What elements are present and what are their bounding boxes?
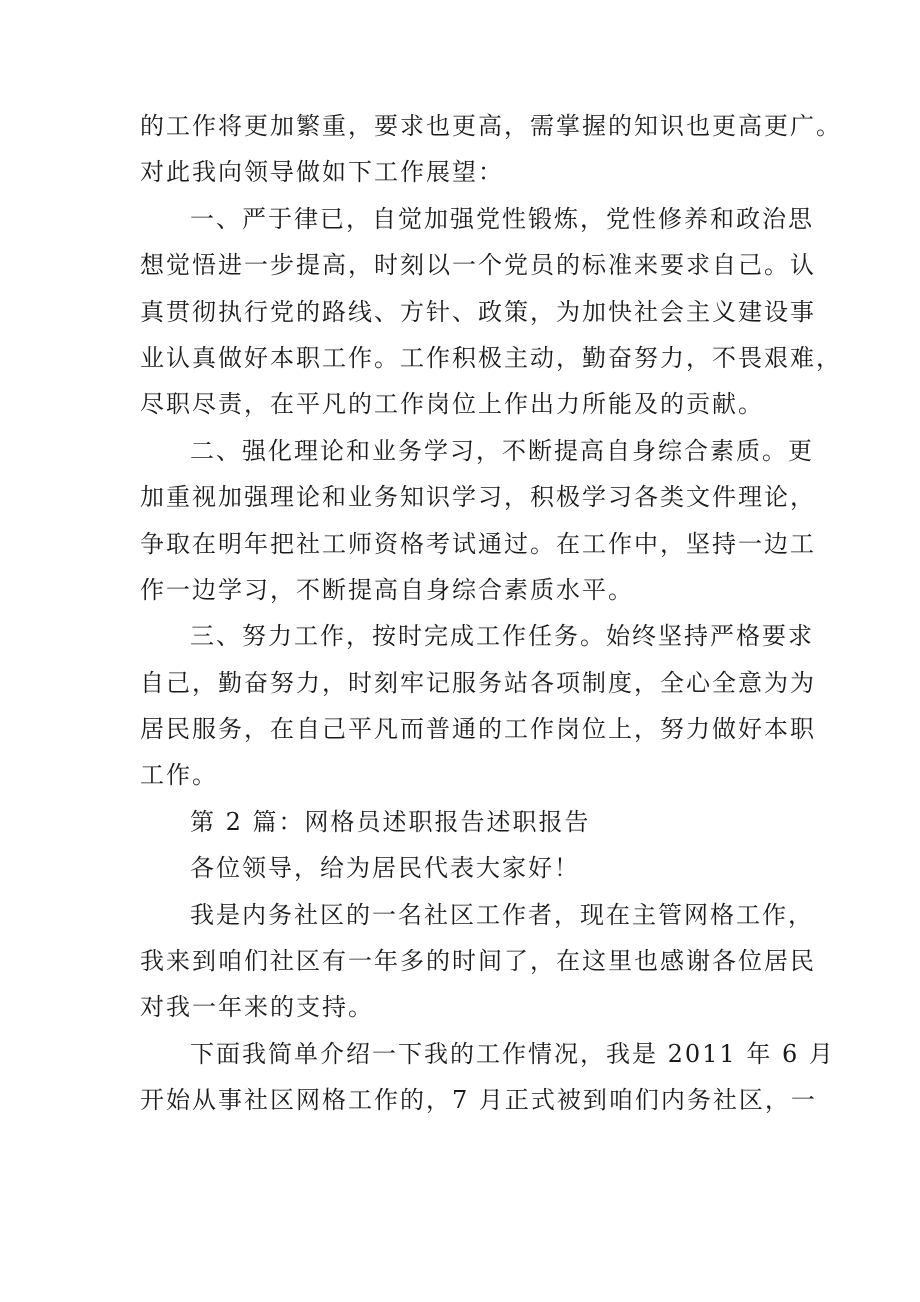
text-line-20: 对我一年来的支持。 xyxy=(140,993,374,1022)
document-body xyxy=(140,103,842,1124)
section-heading: 第 2 篇：网格员述职报告述职报告 xyxy=(190,807,591,836)
text-line-13: 自己，勤奋努力，时刻牢记服务站各项制度，全心全意为为 xyxy=(140,668,816,697)
text-line-5: 真贯彻执行党的路线、方针、政策，为加快社会主义建设事 xyxy=(140,297,816,326)
text-line-22: 开始从事社区网格工作的，7 月正式被到咱们内务社区，一 xyxy=(140,1086,817,1115)
text-line-8: 二、强化理论和业务学习，不断提高自身综合素质。更 xyxy=(190,436,814,465)
text-line-21: 下面我简单介绍一下我的工作情况，我是 2011 年 6 月 xyxy=(190,1039,835,1068)
text-line-15: 工作。 xyxy=(140,761,218,790)
text-line-4: 想觉悟进一步提高，时刻以一个党员的标准来要求自己。认 xyxy=(140,251,816,280)
text-line-12: 三、努力工作，按时完成工作任务。始终坚持严格要求 xyxy=(190,622,814,651)
text-line-18: 我是内务社区的一名社区工作者，现在主管网格工作， xyxy=(190,900,814,929)
text-line-6: 业认真做好本职工作。工作积极主动，勤奋努力，不畏艰难， xyxy=(140,343,842,372)
text-line-1: 的工作将更加繁重，要求也更高，需掌握的知识也更高更广。 xyxy=(140,112,842,140)
text-line-10: 争取在明年把社工师资格考试通过。在工作中，坚持一边工 xyxy=(140,529,816,558)
text-line-3: 一、严于律已，自觉加强党性锻炼，党性修养和政治思 xyxy=(190,204,814,233)
text-line-11: 作一边学习，不断提高自身综合素质水平。 xyxy=(140,575,634,604)
text-line-9: 加重视加强理论和业务知识学习，积极学习各类文件理论， xyxy=(140,483,816,512)
text-line-14: 居民服务，在自己平凡而普通的工作岗位上，努力做好本职 xyxy=(140,715,816,744)
text-line-2: 对此我向领导做如下工作展望： xyxy=(140,158,504,187)
text-line-19: 我来到咱们社区有一年多的时间了，在这里也感谢各位居民 xyxy=(140,947,816,976)
greeting-line: 各位领导，给为居民代表大家好！ xyxy=(190,854,580,883)
text-line-7: 尽职尽责，在平凡的工作岗位上作出力所能及的贡献。 xyxy=(140,390,764,419)
